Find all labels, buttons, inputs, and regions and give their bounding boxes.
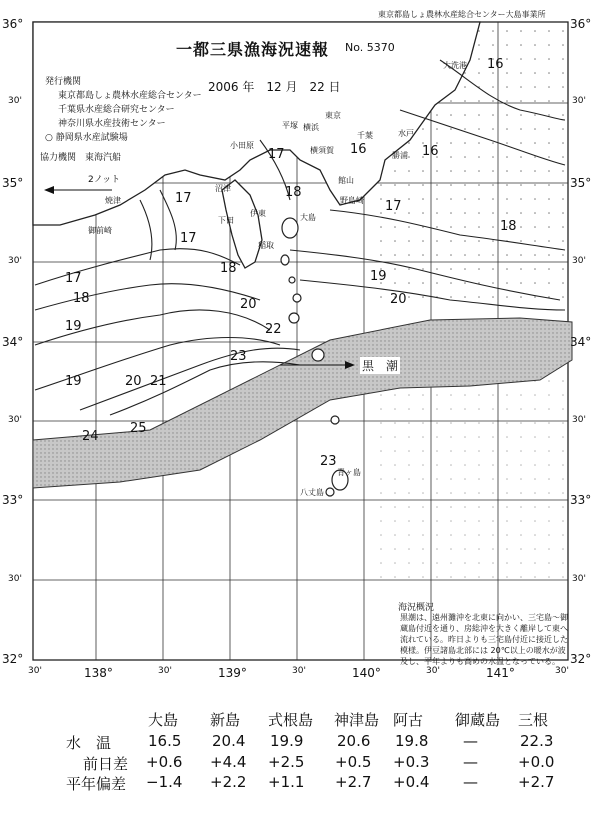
place-hiratsuka: 平塚 [282,121,298,130]
svg-text:16: 16 [422,144,439,159]
lon-label: 30' [555,666,569,676]
lat-label: 32° [2,652,24,666]
lat-label-right: 30' [572,256,586,266]
lon-label: 139° [218,666,247,680]
svg-text:20: 20 [125,374,142,389]
table-header-row [0,709,600,731]
svg-text:18: 18 [500,219,517,234]
lat-label-right: 30' [572,96,586,106]
bulletin-number: No. 5370 [345,41,395,54]
lat-label: 30' [8,256,22,266]
lon-label: 30' [292,666,306,676]
place-yokosuka: 横須賀 [310,146,334,155]
svg-text:19: 19 [65,319,82,334]
svg-text:17: 17 [175,191,192,206]
cell-value: +1.1 [268,773,305,791]
svg-text:16: 16 [487,57,504,72]
lat-label: 36° [2,17,24,31]
column-header: 御蔵島 [455,711,501,729]
cooperation-label: 協力機関 東海汽船 [40,153,122,163]
cell-value: +0.0 [518,753,555,771]
lat-label: 30' [8,96,22,106]
svg-text:23: 23 [230,349,247,364]
place-tateyama: 館山 [338,176,354,185]
svg-text:25: 25 [130,421,147,436]
place-numazu: 沼津 [215,184,231,193]
svg-text:20: 20 [390,292,407,307]
lat-label-right: 30' [572,574,586,584]
publisher-label: 東京都島しょ農林水産総合センター大島事業所 [378,10,546,19]
cell-value: −1.4 [146,773,183,791]
issuer-1: 東京都島しょ農林水産総合センター [58,91,202,101]
place-tokyo: 東京 [325,111,341,120]
place-mito: 水戸 [398,129,414,138]
svg-text:22: 22 [265,322,282,337]
lon-label: 141° [486,666,515,680]
svg-text:18: 18 [73,291,90,306]
cell-value: 22.3 [520,732,554,750]
column-header: 阿古 [393,711,424,729]
cell-value: — [463,773,478,791]
issuer-2: 千葉県水産総合研究センター [58,105,175,115]
lat-label-right: 34° [570,335,592,349]
lat-label: 34° [2,335,24,349]
row-label: 平年偏差 [66,775,127,793]
column-header: 新島 [210,711,241,729]
place-odawara: 小田原 [230,141,254,150]
issuer-4: ○ 静岡県水産試験場 [45,133,128,143]
column-header: 神津島 [334,711,380,729]
column-header: 大島 [148,711,179,729]
issuers-heading: 発行機関 [45,77,82,87]
svg-text:16: 16 [350,142,367,157]
svg-text:23: 23 [320,454,337,469]
lat-label-right: 35° [570,176,592,190]
svg-text:18: 18 [220,261,237,276]
temperature-table [0,700,600,820]
place-inatori: 稲取 [258,241,274,250]
place-katsuura: 勝浦 [392,151,408,160]
place-hachijo: 八丈島 [300,488,324,497]
column-header: 式根島 [268,711,314,729]
lon-label: 30' [426,666,440,676]
current-scale-label: 2ノット [88,175,121,185]
cell-value: +2.7 [335,773,372,791]
column-header: 三根 [518,711,549,729]
svg-text:17: 17 [385,199,402,214]
cell-value: — [463,732,478,750]
cell-value: +4.4 [210,753,247,771]
lat-label: 33° [2,493,24,507]
place-nojima: 野島崎 [340,196,364,205]
lon-label: 140° [352,666,381,680]
notes-heading: 海況概況 [398,603,435,613]
place-chiba: 千葉 [357,131,373,140]
bulletin-title: 一都三県漁海況速報 [176,40,330,59]
lat-label: 30' [8,415,22,425]
cell-value: 19.8 [395,732,429,750]
row-label: 前日差 [83,755,129,773]
svg-text:17: 17 [268,147,285,162]
svg-text:24: 24 [82,429,99,444]
cell-value: — [463,753,478,771]
svg-text:17: 17 [65,271,82,286]
row-label: 水 温 [66,734,112,752]
table-row [0,753,600,775]
lat-label-right: 36° [570,17,592,31]
issuer-3: 神奈川県水産技術センター [58,119,166,129]
cell-value: +2.2 [210,773,247,791]
cell-value: +0.4 [393,773,430,791]
table-row [0,773,600,795]
cell-value: 20.6 [337,732,371,750]
bulletin-date: 2006 年 12 月 22 日 [208,80,341,94]
lon-label: 30' [158,666,172,676]
cell-value: 19.9 [270,732,304,750]
lon-label: 30' [28,666,42,676]
cell-value: 20.4 [212,732,246,750]
svg-text:20: 20 [240,297,257,312]
place-omaezaki: 御前崎 [88,226,112,235]
lon-label: 138° [84,666,113,680]
place-shimoda: 下田 [218,216,234,225]
place-oarai: 大洗港 [443,61,467,70]
cell-value: +0.6 [146,753,183,771]
svg-text:18: 18 [285,185,302,200]
svg-text:19: 19 [370,269,387,284]
svg-text:21: 21 [150,374,167,389]
lat-label-right: 30' [572,415,586,425]
place-oshima: 大島 [300,213,316,222]
table-row [0,732,600,754]
place-yaizu: 焼津 [105,196,121,205]
svg-text:19: 19 [65,374,82,389]
cell-value: +2.5 [268,753,305,771]
svg-text:17: 17 [180,231,197,246]
place-aogashima: 青ヶ島 [337,468,361,477]
lat-label-right: 32° [570,652,592,666]
lat-label: 35° [2,176,24,190]
cell-value: +0.3 [393,753,430,771]
cell-value: 16.5 [148,732,182,750]
lat-label-right: 33° [570,493,592,507]
kuroshio-label: 黒 潮 [362,359,399,373]
cell-value: +0.5 [335,753,372,771]
lat-label: 30' [8,574,22,584]
place-yokohama: 横浜 [303,123,319,132]
cell-value: +2.7 [518,773,555,791]
place-ito: 伊東 [250,209,266,218]
notes-body: 黒潮は、遠州灘沖を北東に向かい、三宅島〜御蔵島付近を通り、房総沖を大きく離岸して東へ流れている。昨日よりも三宅島付近に接近した模様。伊豆諸島北部には 20℃以上の暖水が波及し、平年よりも高めの水温となっている。 [400,613,568,666]
